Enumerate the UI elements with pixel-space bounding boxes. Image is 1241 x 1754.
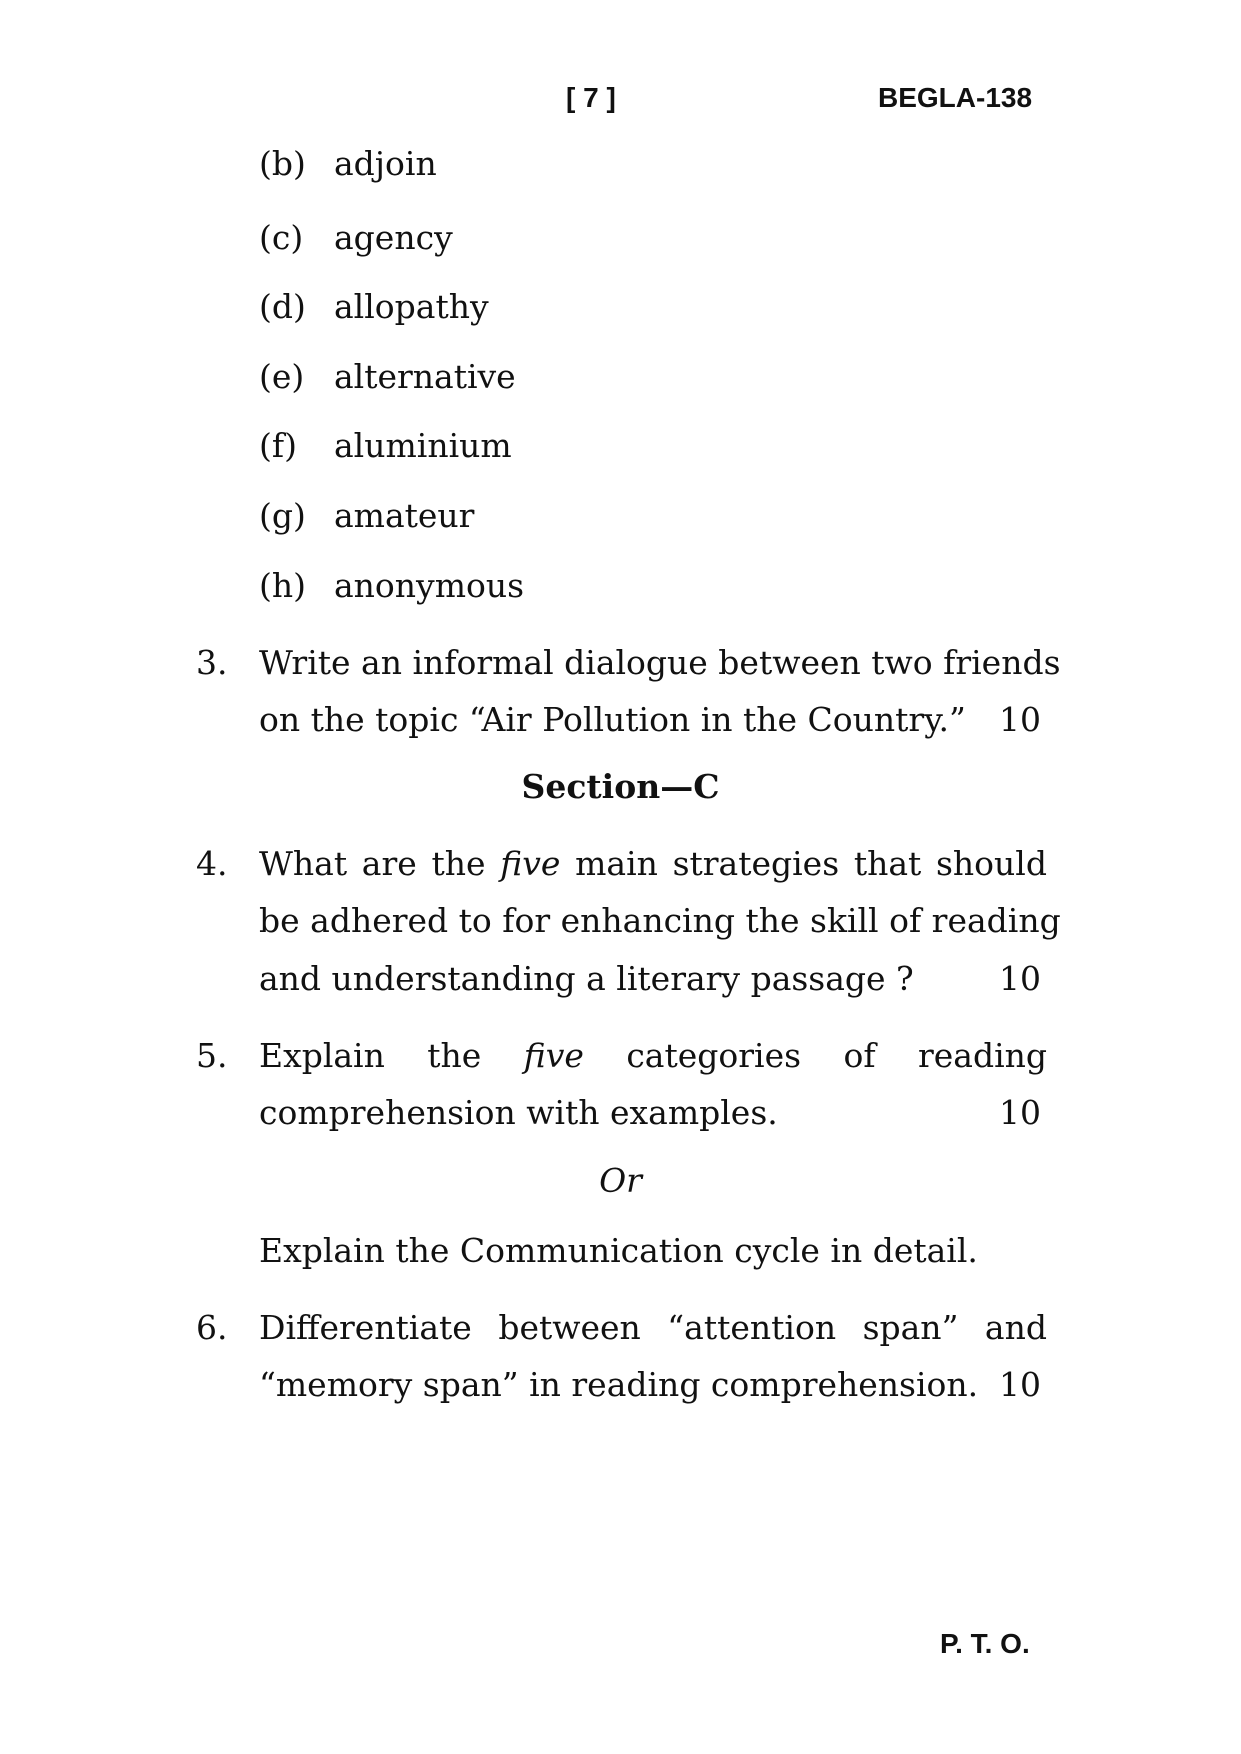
option-f — [259, 426, 512, 465]
option-label: (b) — [259, 144, 306, 183]
option-text: aluminium — [334, 426, 512, 465]
question-text-line: and understanding a literary passage ? — [259, 959, 914, 998]
please-turn-over: P. T. O. — [940, 1628, 1030, 1659]
option-label: (g) — [259, 496, 306, 535]
option-label: (d) — [259, 287, 306, 326]
option-h — [259, 566, 524, 605]
option-c — [259, 218, 453, 257]
question-5-alternative: Explain the Communication cycle in detail. — [259, 1231, 978, 1270]
question-text-line: on the topic “Air Pollution in the Country.” — [259, 700, 966, 739]
question-marks: 10 — [999, 1365, 1041, 1404]
section-heading: Section—C — [521, 767, 720, 806]
option-label: (e) — [259, 357, 305, 396]
option-text: anonymous — [334, 566, 525, 605]
text-fragment: categories of reading — [583, 1036, 1047, 1075]
option-text: amateur — [334, 496, 475, 535]
question-text-line — [259, 1036, 1047, 1075]
question-text-line: Write an informal dialogue between two friends — [259, 643, 1061, 682]
option-g — [259, 496, 474, 535]
or-separator: Or — [599, 1161, 642, 1200]
question-number: 5. — [196, 1036, 228, 1075]
question-text-line: be adhered to for enhancing the skill of reading — [259, 901, 1061, 940]
question-text-line: Differentiate between “attention span” and — [259, 1308, 1047, 1347]
page-number: [ 7 ] — [566, 82, 616, 113]
question-marks: 10 — [999, 959, 1041, 998]
option-text: alternative — [334, 357, 516, 396]
text-fragment: main strategies that should — [560, 844, 1047, 883]
emphasis-text: five — [500, 844, 561, 883]
option-label: (f) — [259, 426, 297, 465]
course-code: BEGLA-138 — [878, 82, 1033, 113]
text-fragment: Explain the — [259, 1036, 524, 1075]
question-number: 4. — [196, 844, 228, 883]
option-d — [259, 287, 489, 326]
text-fragment: What are the — [259, 844, 501, 883]
question-text-line: “memory span” in reading comprehension. — [259, 1365, 979, 1404]
option-text: allopathy — [334, 287, 489, 326]
option-e — [259, 357, 516, 396]
question-marks: 10 — [999, 700, 1041, 739]
option-label: (h) — [259, 566, 307, 605]
option-text: adjoin — [334, 144, 437, 183]
question-marks: 10 — [999, 1093, 1041, 1132]
option-label: (c) — [259, 218, 304, 257]
question-text-line — [259, 844, 1047, 883]
question-number: 3. — [196, 643, 228, 682]
question-number: 6. — [196, 1308, 228, 1347]
question-text-line: comprehension with examples. — [259, 1093, 778, 1132]
option-b — [259, 144, 437, 183]
emphasis-text: five — [523, 1036, 584, 1075]
option-text: agency — [334, 218, 453, 257]
